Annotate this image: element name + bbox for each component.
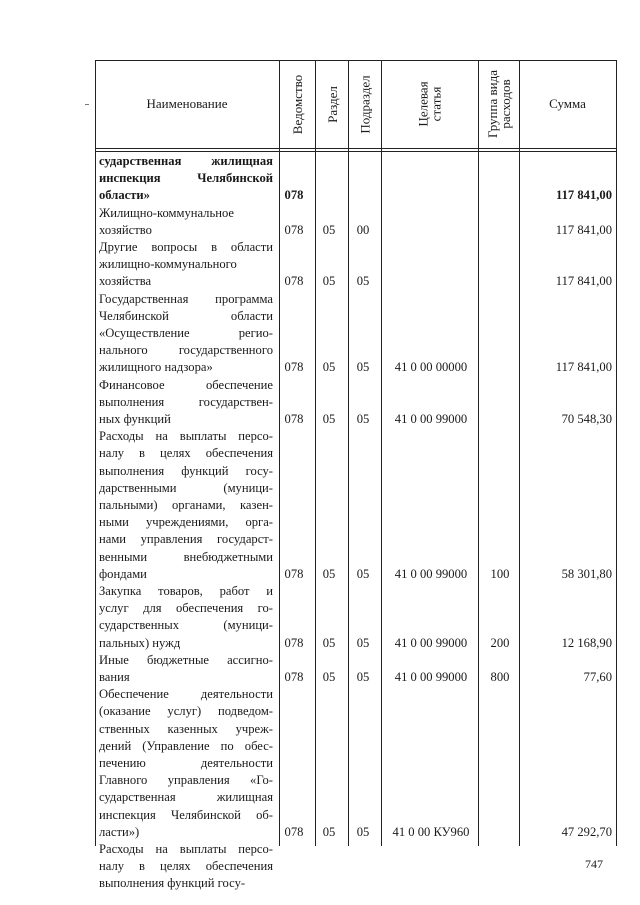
row-name-line: выполнения государствен- [99, 394, 273, 409]
row-name-line: инспекция Челябинской [99, 171, 273, 186]
header-gruppa-line1: Группа вида [485, 70, 501, 138]
row-name-line: сударственных (муници- [99, 618, 273, 633]
page-number: 747 [585, 857, 603, 871]
row-gruppa: 200 [490, 635, 510, 650]
row-name-line: жилищно-коммунального [99, 257, 237, 272]
row-name-line: хозяйства [99, 274, 152, 289]
row-name-line: Финансовое обеспечение [99, 377, 273, 392]
row-summa: 47 292,70 [561, 824, 612, 839]
row-name-line: услуг для обеспечения го- [99, 601, 273, 616]
row-name-line: вания [99, 670, 130, 684]
header-razdel [316, 60, 348, 148]
row-name-line: дений (Управление по обес- [99, 738, 273, 753]
header-vedomstvo [280, 60, 315, 148]
row-razdel: 05 [322, 635, 336, 650]
row-name-line: Государственная программа [99, 291, 273, 306]
row-name-line: (оказание услуг) подведом- [99, 704, 273, 719]
row-name-line: Жилищно-коммунальное [99, 205, 234, 220]
header-podrazdel [349, 60, 381, 148]
row-name-line: Другие вопросы в области [99, 240, 273, 254]
table-row [96, 205, 616, 239]
header-razdel-label: Раздел [324, 85, 340, 123]
header-gruppa [479, 60, 519, 148]
row-name-line: дарственными (муници- [99, 480, 273, 495]
row-vedomstvo: 078 [284, 360, 304, 375]
row-name-line: Иные бюджетные ассигно- [99, 652, 273, 667]
row-razdel: 05 [322, 360, 336, 375]
header-celevaya-label [417, 81, 443, 126]
row-name-line: Расходы на выплаты персо- [99, 429, 273, 444]
row-name [99, 205, 273, 239]
row-name-line: выполнения функций госу- [99, 876, 246, 891]
header-vedomstvo-label: Ведомство [290, 74, 305, 134]
row-razdel: 05 [322, 411, 336, 426]
table-row [96, 841, 616, 893]
table-row [96, 652, 616, 686]
row-summa: 117 841,00 [556, 188, 612, 203]
header-name-label: Наименование [146, 96, 228, 111]
row-name-line: ласти») [99, 824, 140, 839]
row-vedomstvo: 078 [284, 411, 304, 426]
row-summa: 117 841,00 [555, 274, 612, 289]
row-name-line: Расходы на выплаты персо- [99, 842, 273, 856]
row-name [99, 377, 273, 429]
row-name-line: жилищного надзора» [99, 360, 213, 375]
row-podrazdel: 05 [356, 360, 370, 375]
header-gruppa-line2: расходов [498, 79, 514, 129]
row-razdel: 05 [322, 824, 336, 839]
row-podrazdel: 05 [356, 566, 370, 581]
row-gruppa: 800 [490, 669, 510, 684]
row-name-line: нами управления государст- [99, 532, 273, 547]
header-summa-label: Сумма [549, 96, 586, 111]
table-row [96, 377, 616, 429]
row-celevaya: 41 0 00 99000 [394, 411, 468, 426]
header-podrazdel-label: Подраздел [357, 74, 373, 134]
row-podrazdel: 05 [356, 274, 370, 289]
row-name-line: пальными) органами, казен- [99, 498, 273, 512]
row-vedomstvo: 078 [284, 824, 304, 839]
margin-mark [85, 104, 89, 105]
row-podrazdel: 00 [356, 222, 370, 237]
row-summa: 70 548,30 [561, 411, 612, 426]
header-summa [519, 60, 616, 148]
header-gruppa-label [486, 70, 512, 138]
row-podrazdel: 05 [356, 635, 370, 650]
row-razdel: 05 [322, 222, 336, 237]
row-name-line: области» [99, 188, 150, 203]
row-podrazdel: 05 [356, 824, 370, 839]
header-celevaya-line2: статья [428, 86, 444, 122]
row-name-line: налу в целях обеспечения [99, 859, 273, 874]
row-summa: 58 301,80 [561, 566, 612, 581]
row-vedomstvo: 078 [284, 274, 304, 289]
row-name [99, 239, 273, 291]
row-celevaya: 41 0 00 99000 [394, 566, 468, 581]
row-vedomstvo: 078 [284, 188, 304, 203]
row-summa: 12 168,90 [561, 635, 612, 650]
header-name [96, 60, 278, 148]
row-name [99, 652, 273, 686]
row-summa: 77,60 [583, 669, 612, 684]
row-celevaya: 41 0 00 99000 [394, 669, 468, 684]
row-vedomstvo: 078 [284, 566, 304, 581]
row-name-line: Обеспечение деятельности [99, 687, 273, 702]
row-name [99, 841, 273, 893]
row-vedomstvo: 078 [284, 222, 304, 237]
row-name-line: печению деятельности [99, 756, 273, 770]
row-name-line: Челябинской области [99, 308, 273, 323]
row-summa: 117 841,00 [555, 222, 612, 237]
table-row [96, 153, 616, 205]
row-podrazdel: 05 [356, 669, 370, 684]
header-celevaya [382, 60, 478, 148]
table-row [96, 291, 616, 377]
row-name-line: «Осуществление регио- [99, 326, 273, 340]
row-name-line: ственных казенных учреж- [99, 721, 273, 736]
row-vedomstvo: 078 [284, 669, 304, 684]
row-celevaya: 41 0 00 КУ960 [392, 824, 470, 839]
table-row [96, 428, 616, 583]
row-name-line: налу в целях обеспечения [99, 446, 273, 461]
row-name-line: выполнения функций госу- [99, 463, 273, 478]
row-name [99, 153, 273, 205]
row-name [99, 291, 273, 377]
row-name-line: пальных) нужд [99, 635, 181, 650]
header-divider [95, 151, 617, 152]
row-name-line: сударственная жилищная [99, 790, 273, 805]
row-gruppa: 100 [490, 566, 510, 581]
row-name [99, 583, 273, 652]
row-name-line: инспекция Челябинской об- [99, 807, 273, 822]
row-summa: 117 841,00 [555, 360, 612, 375]
row-vedomstvo: 078 [284, 635, 304, 650]
row-celevaya: 41 0 00 00000 [394, 360, 468, 375]
row-name-line: ных функций [99, 412, 171, 426]
header-celevaya-line1: Целевая [415, 81, 431, 127]
header-divider [95, 148, 617, 149]
row-name-line: Главного управления «Го- [99, 773, 273, 788]
row-name [99, 428, 273, 583]
row-podrazdel: 05 [356, 411, 370, 426]
row-name [99, 686, 273, 841]
row-razdel: 05 [322, 566, 336, 581]
row-razdel: 05 [322, 274, 336, 289]
table-row [96, 686, 616, 841]
table-row [96, 583, 616, 652]
row-name-line: фондами [99, 566, 147, 581]
row-name-line: сударственная жилищная [99, 154, 273, 168]
row-celevaya: 41 0 00 99000 [394, 635, 468, 650]
row-name-line: венными внебюджетными [99, 549, 273, 564]
table-row [96, 239, 616, 291]
row-name-line: ными учреждениями, орга- [99, 515, 273, 530]
row-name-line: нального государственного [99, 343, 273, 358]
row-name-line: хозяйство [99, 222, 152, 237]
row-name-line: Закупка товаров, работ и [99, 584, 273, 598]
row-razdel: 05 [322, 669, 336, 684]
